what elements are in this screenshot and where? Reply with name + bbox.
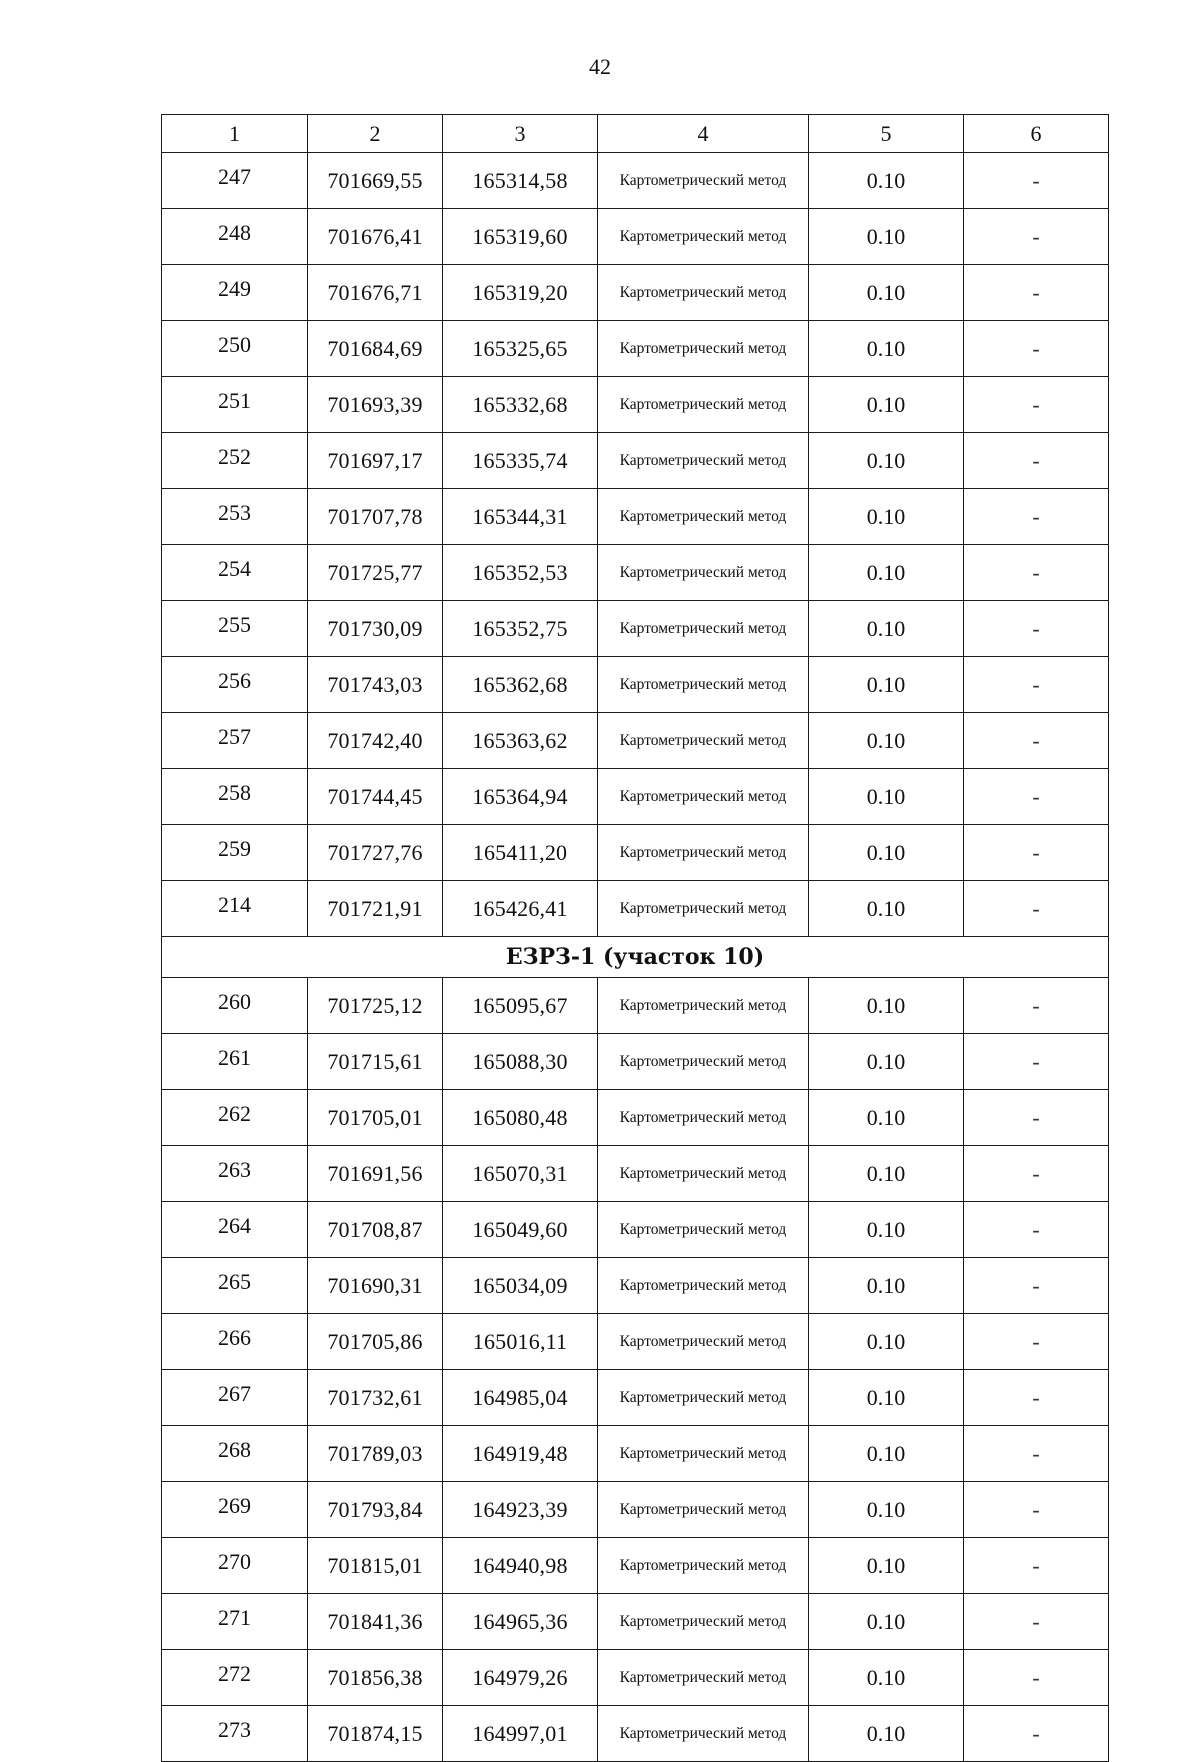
note-cell: - [964, 545, 1109, 601]
note-cell: - [964, 1594, 1109, 1650]
section-row [162, 937, 1109, 978]
method-cell: Картометрический метод [598, 1146, 809, 1202]
point-number-cell: 247 [162, 153, 308, 209]
method-cell: Картометрический метод [598, 1594, 809, 1650]
column-header: 3 [443, 115, 598, 153]
accuracy-cell: 0.10 [809, 825, 964, 881]
x-coordinate-cell: 701874,15 [308, 1706, 443, 1762]
header-row [162, 115, 1109, 153]
column-header: 6 [964, 115, 1109, 153]
table-row [162, 1090, 1109, 1146]
point-number-cell: 272 [162, 1650, 308, 1706]
y-coordinate-cell: 165016,11 [443, 1314, 598, 1370]
point-number-cell: 248 [162, 209, 308, 265]
note-cell: - [964, 377, 1109, 433]
x-coordinate-cell: 701697,17 [308, 433, 443, 489]
method-cell: Картометрический метод [598, 1538, 809, 1594]
method-cell: Картометрический метод [598, 1202, 809, 1258]
accuracy-cell: 0.10 [809, 153, 964, 209]
note-cell: - [964, 713, 1109, 769]
x-coordinate-cell: 701708,87 [308, 1202, 443, 1258]
y-coordinate-cell: 164919,48 [443, 1426, 598, 1482]
method-cell: Картометрический метод [598, 1482, 809, 1538]
method-cell: Картометрический метод [598, 978, 809, 1034]
table-row [162, 1258, 1109, 1314]
accuracy-cell: 0.10 [809, 769, 964, 825]
point-number-cell: 263 [162, 1146, 308, 1202]
point-number-cell: 260 [162, 978, 308, 1034]
table-row [162, 265, 1109, 321]
x-coordinate-cell: 701676,41 [308, 209, 443, 265]
note-cell: - [964, 1482, 1109, 1538]
y-coordinate-cell: 165049,60 [443, 1202, 598, 1258]
y-coordinate-cell: 165319,60 [443, 209, 598, 265]
accuracy-cell: 0.10 [809, 265, 964, 321]
table-row [162, 377, 1109, 433]
method-cell: Картометрический метод [598, 433, 809, 489]
y-coordinate-cell: 165352,75 [443, 601, 598, 657]
point-number-cell: 268 [162, 1426, 308, 1482]
y-coordinate-cell: 164965,36 [443, 1594, 598, 1650]
note-cell: - [964, 209, 1109, 265]
accuracy-cell: 0.10 [809, 1650, 964, 1706]
point-number-cell: 267 [162, 1370, 308, 1426]
method-cell: Картометрический метод [598, 601, 809, 657]
x-coordinate-cell: 701715,61 [308, 1034, 443, 1090]
note-cell: - [964, 825, 1109, 881]
accuracy-cell: 0.10 [809, 1370, 964, 1426]
method-cell: Картометрический метод [598, 1706, 809, 1762]
y-coordinate-cell: 165314,58 [443, 153, 598, 209]
column-header: 2 [308, 115, 443, 153]
y-coordinate-cell: 165080,48 [443, 1090, 598, 1146]
y-coordinate-cell: 165325,65 [443, 321, 598, 377]
table-row [162, 1370, 1109, 1426]
note-cell: - [964, 657, 1109, 713]
x-coordinate-cell: 701669,55 [308, 153, 443, 209]
accuracy-cell: 0.10 [809, 713, 964, 769]
point-number-cell: 259 [162, 825, 308, 881]
note-cell: - [964, 1650, 1109, 1706]
table-row [162, 657, 1109, 713]
accuracy-cell: 0.10 [809, 433, 964, 489]
note-cell: - [964, 769, 1109, 825]
y-coordinate-cell: 164940,98 [443, 1538, 598, 1594]
method-cell: Картометрический метод [598, 1650, 809, 1706]
method-cell: Картометрический метод [598, 1034, 809, 1090]
x-coordinate-cell: 701730,09 [308, 601, 443, 657]
table-row [162, 1146, 1109, 1202]
accuracy-cell: 0.10 [809, 489, 964, 545]
method-cell: Картометрический метод [598, 1370, 809, 1426]
accuracy-cell: 0.10 [809, 377, 964, 433]
table-row [162, 433, 1109, 489]
accuracy-cell: 0.10 [809, 1538, 964, 1594]
note-cell: - [964, 1426, 1109, 1482]
y-coordinate-cell: 165332,68 [443, 377, 598, 433]
point-number-cell: 249 [162, 265, 308, 321]
x-coordinate-cell: 701676,71 [308, 265, 443, 321]
note-cell: - [964, 1090, 1109, 1146]
point-number-cell: 255 [162, 601, 308, 657]
accuracy-cell: 0.10 [809, 1426, 964, 1482]
table-row [162, 1314, 1109, 1370]
method-cell: Картометрический метод [598, 489, 809, 545]
accuracy-cell: 0.10 [809, 1314, 964, 1370]
method-cell: Картометрический метод [598, 1258, 809, 1314]
x-coordinate-cell: 701841,36 [308, 1594, 443, 1650]
column-header: 5 [809, 115, 964, 153]
table-row [162, 1650, 1109, 1706]
method-cell: Картометрический метод [598, 209, 809, 265]
x-coordinate-cell: 701815,01 [308, 1538, 443, 1594]
y-coordinate-cell: 164923,39 [443, 1482, 598, 1538]
point-number-cell: 252 [162, 433, 308, 489]
x-coordinate-cell: 701727,76 [308, 825, 443, 881]
x-coordinate-cell: 701743,03 [308, 657, 443, 713]
point-number-cell: 251 [162, 377, 308, 433]
y-coordinate-cell: 165362,68 [443, 657, 598, 713]
note-cell: - [964, 978, 1109, 1034]
x-coordinate-cell: 701732,61 [308, 1370, 443, 1426]
y-coordinate-cell: 165344,31 [443, 489, 598, 545]
method-cell: Картометрический метод [598, 825, 809, 881]
note-cell: - [964, 1706, 1109, 1762]
point-number-cell: 270 [162, 1538, 308, 1594]
note-cell: - [964, 433, 1109, 489]
table-row [162, 321, 1109, 377]
table-row [162, 153, 1109, 209]
point-number-cell: 273 [162, 1706, 308, 1762]
y-coordinate-cell: 164997,01 [443, 1706, 598, 1762]
table-row [162, 1482, 1109, 1538]
table-row [162, 1538, 1109, 1594]
accuracy-cell: 0.10 [809, 1202, 964, 1258]
table-row [162, 1426, 1109, 1482]
note-cell: - [964, 153, 1109, 209]
table-row [162, 545, 1109, 601]
accuracy-cell: 0.10 [809, 209, 964, 265]
table-row [162, 769, 1109, 825]
point-number-cell: 271 [162, 1594, 308, 1650]
point-number-cell: 254 [162, 545, 308, 601]
table-row [162, 1706, 1109, 1762]
x-coordinate-cell: 701742,40 [308, 713, 443, 769]
y-coordinate-cell: 165363,62 [443, 713, 598, 769]
point-number-cell: 262 [162, 1090, 308, 1146]
y-coordinate-cell: 165426,41 [443, 881, 598, 937]
method-cell: Картометрический метод [598, 769, 809, 825]
point-number-cell: 214 [162, 881, 308, 937]
note-cell: - [964, 1202, 1109, 1258]
x-coordinate-cell: 701705,01 [308, 1090, 443, 1146]
point-number-cell: 266 [162, 1314, 308, 1370]
y-coordinate-cell: 165411,20 [443, 825, 598, 881]
note-cell: - [964, 321, 1109, 377]
point-number-cell: 256 [162, 657, 308, 713]
accuracy-cell: 0.10 [809, 601, 964, 657]
accuracy-cell: 0.10 [809, 1034, 964, 1090]
table-row [162, 713, 1109, 769]
method-cell: Картометрический метод [598, 881, 809, 937]
method-cell: Картометрический метод [598, 1426, 809, 1482]
table-row [162, 601, 1109, 657]
table-row [162, 1202, 1109, 1258]
accuracy-cell: 0.10 [809, 1258, 964, 1314]
table-row [162, 489, 1109, 545]
method-cell: Картометрический метод [598, 1314, 809, 1370]
table-row [162, 1594, 1109, 1650]
method-cell: Картометрический метод [598, 545, 809, 601]
method-cell: Картометрический метод [598, 657, 809, 713]
point-number-cell: 258 [162, 769, 308, 825]
x-coordinate-cell: 701690,31 [308, 1258, 443, 1314]
y-coordinate-cell: 164985,04 [443, 1370, 598, 1426]
accuracy-cell: 0.10 [809, 1706, 964, 1762]
accuracy-cell: 0.10 [809, 1090, 964, 1146]
accuracy-cell: 0.10 [809, 321, 964, 377]
accuracy-cell: 0.10 [809, 545, 964, 601]
x-coordinate-cell: 701721,91 [308, 881, 443, 937]
table-body [162, 115, 1109, 1762]
table-row [162, 1034, 1109, 1090]
x-coordinate-cell: 701707,78 [308, 489, 443, 545]
x-coordinate-cell: 701725,12 [308, 978, 443, 1034]
note-cell: - [964, 265, 1109, 321]
note-cell: - [964, 489, 1109, 545]
accuracy-cell: 0.10 [809, 1146, 964, 1202]
method-cell: Картометрический метод [598, 1090, 809, 1146]
note-cell: - [964, 1258, 1109, 1314]
table-row [162, 978, 1109, 1034]
note-cell: - [964, 1146, 1109, 1202]
y-coordinate-cell: 165070,31 [443, 1146, 598, 1202]
x-coordinate-cell: 701691,56 [308, 1146, 443, 1202]
note-cell: - [964, 881, 1109, 937]
note-cell: - [964, 1034, 1109, 1090]
method-cell: Картометрический метод [598, 321, 809, 377]
note-cell: - [964, 601, 1109, 657]
method-cell: Картометрический метод [598, 713, 809, 769]
y-coordinate-cell: 165095,67 [443, 978, 598, 1034]
y-coordinate-cell: 165088,30 [443, 1034, 598, 1090]
column-header: 1 [162, 115, 308, 153]
x-coordinate-cell: 701793,84 [308, 1482, 443, 1538]
table-row [162, 825, 1109, 881]
point-number-cell: 261 [162, 1034, 308, 1090]
x-coordinate-cell: 701684,69 [308, 321, 443, 377]
note-cell: - [964, 1370, 1109, 1426]
y-coordinate-cell: 165364,94 [443, 769, 598, 825]
point-number-cell: 265 [162, 1258, 308, 1314]
x-coordinate-cell: 701725,77 [308, 545, 443, 601]
section-title: ЕЗРЗ-1 (участок 10) [162, 937, 1109, 978]
note-cell: - [964, 1538, 1109, 1594]
coordinates-table [161, 114, 1109, 1762]
x-coordinate-cell: 701693,39 [308, 377, 443, 433]
accuracy-cell: 0.10 [809, 978, 964, 1034]
note-cell: - [964, 1314, 1109, 1370]
point-number-cell: 264 [162, 1202, 308, 1258]
page-number: 42 [589, 54, 611, 79]
table-row [162, 881, 1109, 937]
accuracy-cell: 0.10 [809, 881, 964, 937]
accuracy-cell: 0.10 [809, 657, 964, 713]
y-coordinate-cell: 165335,74 [443, 433, 598, 489]
point-number-cell: 269 [162, 1482, 308, 1538]
x-coordinate-cell: 701744,45 [308, 769, 443, 825]
y-coordinate-cell: 165319,20 [443, 265, 598, 321]
method-cell: Картометрический метод [598, 377, 809, 433]
method-cell: Картометрический метод [598, 153, 809, 209]
method-cell: Картометрический метод [598, 265, 809, 321]
y-coordinate-cell: 164979,26 [443, 1650, 598, 1706]
x-coordinate-cell: 701705,86 [308, 1314, 443, 1370]
x-coordinate-cell: 701789,03 [308, 1426, 443, 1482]
point-number-cell: 250 [162, 321, 308, 377]
point-number-cell: 257 [162, 713, 308, 769]
x-coordinate-cell: 701856,38 [308, 1650, 443, 1706]
y-coordinate-cell: 165034,09 [443, 1258, 598, 1314]
accuracy-cell: 0.10 [809, 1482, 964, 1538]
accuracy-cell: 0.10 [809, 1594, 964, 1650]
point-number-cell: 253 [162, 489, 308, 545]
y-coordinate-cell: 165352,53 [443, 545, 598, 601]
table-row [162, 209, 1109, 265]
column-header: 4 [598, 115, 809, 153]
